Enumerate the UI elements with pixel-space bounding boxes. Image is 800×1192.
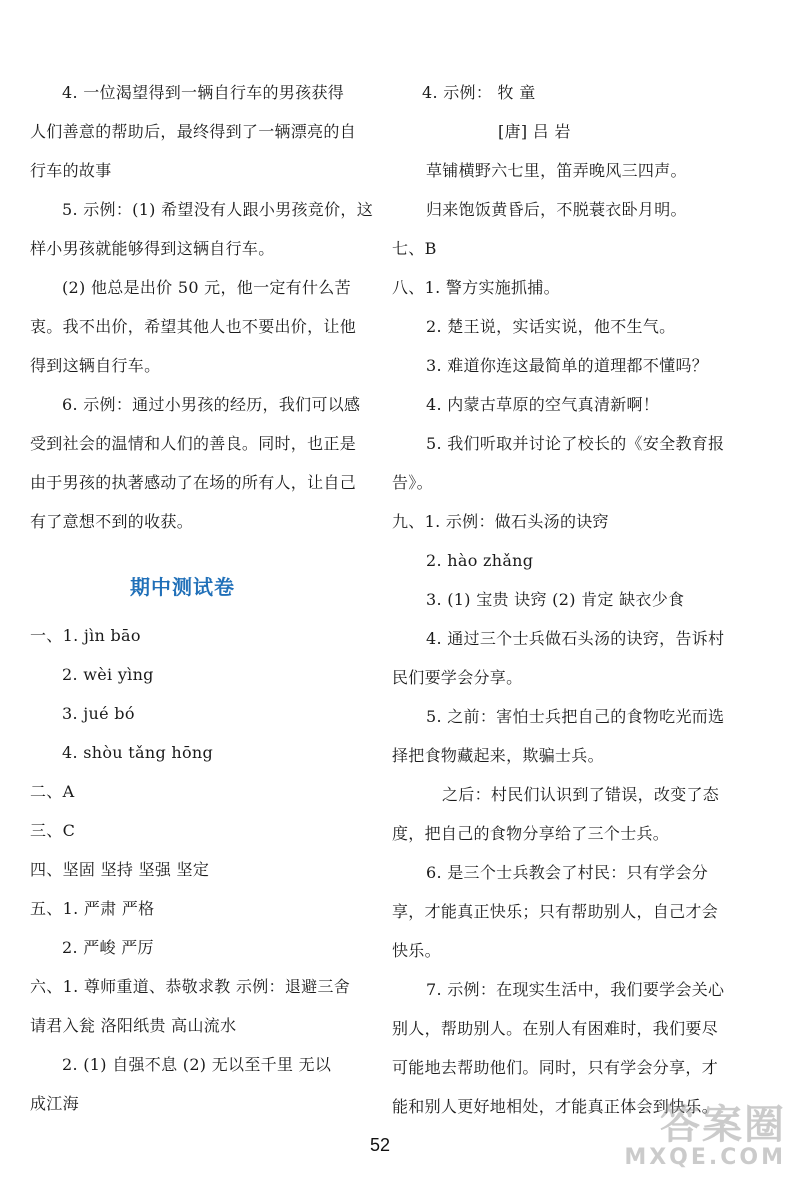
section-title: 期中测试卷 <box>130 575 235 599</box>
answer-line: 2. wèi yìng <box>62 665 154 684</box>
answer-line: 五、1. 严肃 严格 <box>30 899 155 918</box>
answer-line: 人们善意的帮助后，最终得到了一辆漂亮的自 <box>30 122 357 141</box>
answer-line: 能和别人更好地相处，才能真正体会到快乐。 <box>392 1097 719 1116</box>
answer-line: 4. 一位渴望得到一辆自行车的男孩获得 <box>62 83 345 102</box>
page-number: 52 <box>370 1135 391 1155</box>
answer-line: 可能地去帮助他们。同时，只有学会分享，才 <box>392 1058 719 1077</box>
answer-line: 4. 示例： 牧 童 <box>422 83 536 102</box>
watermark-text: 答案圈 <box>660 1102 786 1148</box>
answer-line: 5. 之前：害怕士兵把自己的食物吃光而选 <box>426 707 725 726</box>
answer-line: 八、1. 警方实施抓捕。 <box>392 278 560 297</box>
answer-line: 之后：村民们认识到了错误，改变了态 <box>442 785 720 804</box>
answer-line: 度，把自己的食物分享给了三个士兵。 <box>392 824 670 843</box>
answer-line: 2. hào zhǎng <box>426 551 534 570</box>
answer-line: 七、B <box>392 239 437 258</box>
answer-line: 2. 严峻 严厉 <box>62 938 154 957</box>
answer-line: 2. (1) 自强不息 (2) 无以至千里 无以 <box>62 1055 332 1074</box>
poem-line: 草铺横野六七里，笛弄晚风三四声。 <box>426 161 687 180</box>
answer-line: 一、1. jìn bāo <box>30 626 141 645</box>
answer-line: 民们要学会分享。 <box>392 668 523 687</box>
answer-line: 得到这辆自行车。 <box>30 356 161 375</box>
answer-line: 4. 内蒙古草原的空气真清新啊！ <box>426 395 660 414</box>
answer-line: 6. 是三个士兵教会了村民：只有学会分 <box>426 863 709 882</box>
poem-line: 归来饱饭黄昏后，不脱蓑衣卧月明。 <box>426 200 687 219</box>
answer-line: 成江海 <box>30 1094 79 1113</box>
answer-line: 6. 示例：通过小男孩的经历，我们可以感 <box>62 395 361 414</box>
answer-line: 衷。我不出价，希望其他人也不要出价，让他 <box>30 317 357 336</box>
answer-line: 3. 难道你连这最简单的道理都不懂吗？ <box>426 356 709 375</box>
answer-line: 享，才能真正快乐；只有帮助别人，自己才会 <box>392 902 719 921</box>
answer-line: 4. shòu tǎng hōng <box>62 743 214 762</box>
answer-line: 请君入瓮 洛阳纸贵 高山流水 <box>30 1016 237 1035</box>
answer-line: 5. 我们听取并讨论了校长的《安全教育报 <box>426 434 725 453</box>
answer-line: (2) 他总是出价 50 元，他一定有什么苦 <box>62 278 351 297</box>
answer-line: 二、A <box>30 782 75 801</box>
answer-line: 快乐。 <box>392 941 441 960</box>
answer-line: 4. 通过三个士兵做石头汤的诀窍，告诉村 <box>426 629 725 648</box>
answer-line: 3. jué bó <box>62 704 135 723</box>
answer-line: 择把食物藏起来，欺骗士兵。 <box>392 746 604 765</box>
watermark-logo <box>624 1104 786 1170</box>
answer-line: 行车的故事 <box>30 161 112 180</box>
answer-line: 告》。 <box>392 473 433 492</box>
answer-line: 四、坚固 坚持 坚强 坚定 <box>30 860 210 879</box>
answer-line: 有了意想不到的收获。 <box>30 512 194 531</box>
answer-line: 7. 示例：在现实生活中，我们要学会关心 <box>426 980 725 999</box>
answer-line: 样小男孩就能够得到这辆自行车。 <box>30 239 275 258</box>
answer-line: 3. (1) 宝贵 诀窍 (2) 肯定 缺衣少食 <box>426 590 685 609</box>
answer-line: 受到社会的温情和人们的善良。同时，也正是 <box>30 434 357 453</box>
answer-line: 三、C <box>30 821 76 840</box>
poem-author: [唐] 吕 岩 <box>498 122 571 141</box>
answer-line: 由于男孩的执著感动了在场的所有人，让自己 <box>30 473 357 492</box>
answer-line: 5. 示例：(1) 希望没有人跟小男孩竞价，这 <box>62 200 374 219</box>
answer-line: 六、1. 尊师重道、恭敬求教 示例：退避三舍 <box>30 977 351 996</box>
answer-line: 2. 楚王说，实话实说，他不生气。 <box>426 317 676 336</box>
answer-line: 别人，帮助别人。在别人有困难时，我们要尽 <box>392 1019 719 1038</box>
answer-line: 九、1. 示例：做石头汤的诀窍 <box>392 512 609 531</box>
watermark-url: MXQE.COM <box>624 1145 786 1170</box>
